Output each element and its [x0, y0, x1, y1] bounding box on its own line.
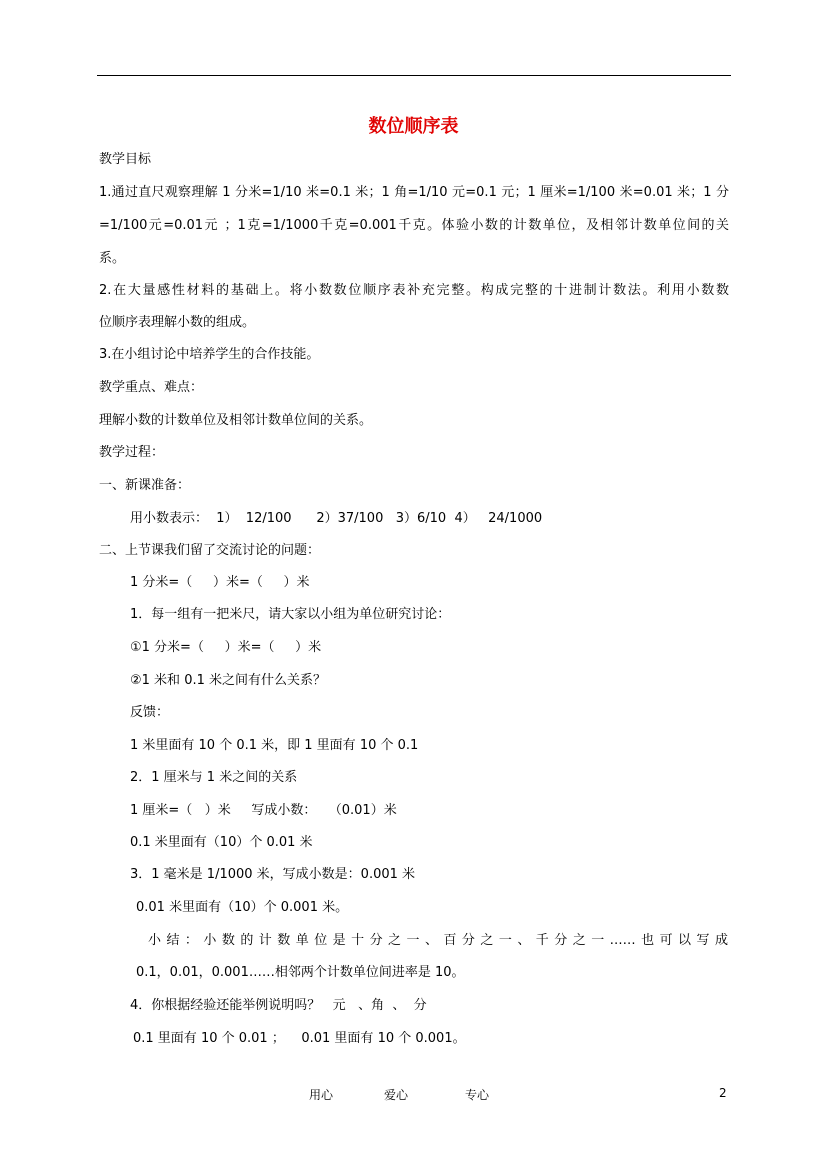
document-title: 数位顺序表: [368, 116, 459, 137]
paragraph-line: =1/100元=0.01元 ；1克=1/1000千克=0.001千克。体验小数的计数单位，及相邻计数单位间的关: [99, 218, 729, 233]
paragraph-line: 0.1 米里面有（10）个 0.01 米: [130, 835, 313, 850]
paragraph-line: 1 分米=（ ）米=（ ）米: [130, 575, 310, 590]
paragraph-line: 反馈：: [130, 705, 170, 720]
paragraph-line: 一、新课准备：: [99, 478, 191, 493]
summary-line: 小结：小数的计数单位是十分之一、百分之一、千分之一……也可以写成: [148, 933, 728, 948]
paragraph-line: 0.01 米里面有（10）个 0.001 米。: [136, 900, 349, 915]
paragraph-line: 二、上节课我们留了交流讨论的问题：: [99, 543, 321, 558]
paragraph-line: 1 米里面有 10 个 0.1 米，即 1 里面有 10 个 0.1: [130, 738, 419, 753]
paragraph-line: 理解小数的计数单位及相邻计数单位间的关系。: [99, 413, 373, 428]
page-number: 2: [719, 1086, 727, 1100]
paragraph-line: ②1 米和 0.1 米之间有什么关系？: [130, 673, 326, 688]
paragraph-line: 1．每一组有一把米尺，请大家以小组为单位研究讨论：: [130, 607, 451, 622]
paragraph-line: 系。: [99, 251, 126, 266]
section-heading-process: 教学过程：: [99, 445, 165, 460]
paragraph-line: 3．1 毫米是 1/1000 米，写成小数是：0.001 米: [130, 867, 416, 882]
paragraph-line: 位顺序表理解小数的组成。: [99, 315, 256, 330]
paragraph-line: ①1 分米=（ ）米=（ ）米: [130, 640, 322, 655]
paragraph-line: 2．1 厘米与 1 米之间的关系: [130, 770, 298, 785]
paragraph-line: 1.通过直尺观察理解 1 分米=1/10 米=0.1 米；1 角=1/10 元=0.1 元；1 厘米=1/100 米=0.01 米；1 分: [99, 185, 729, 200]
paragraph-line: 1 厘米=（ ）米 写成小数： （0.01）米: [130, 803, 397, 818]
footer-text-left: 用心: [309, 1088, 334, 1102]
summary-line: 0.1，0.01，0.001……相邻两个计数单位间进率是 10。: [136, 965, 465, 980]
section-heading-objectives: 教学目标: [99, 152, 152, 167]
section-heading-key-points: 教学重点、难点：: [99, 380, 204, 395]
footer-text-middle: 爱心: [384, 1088, 409, 1102]
paragraph-line: 0.1 里面有 10 个 0.01 ； 0.01 里面有 10 个 0.001。: [133, 1031, 466, 1046]
paragraph-line: 3.在小组讨论中培养学生的合作技能。: [99, 347, 320, 362]
paragraph-line: 4．你根据经验还能举例说明吗？ 元 、角 、 分: [130, 998, 427, 1013]
paragraph-line: 用小数表示： 1） 12/100 2）37/100 3）6/10 4） 24/1000: [130, 511, 543, 526]
footer-text-right: 专心: [465, 1088, 490, 1102]
header-rule: [97, 75, 731, 76]
paragraph-line: 2.在大量感性材料的基础上。将小数数位顺序表补充完整。构成完整的十进制计数法。利用小数数: [99, 283, 729, 298]
